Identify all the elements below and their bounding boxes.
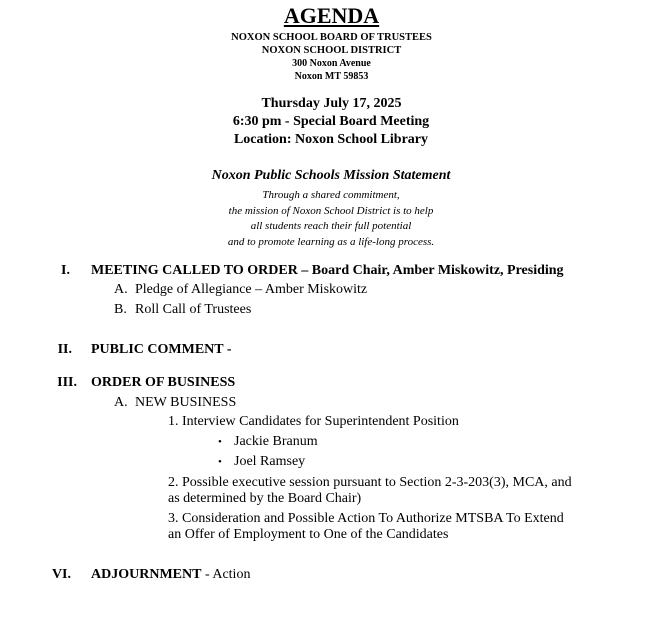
mission-line: all students reach their full potential xyxy=(250,220,412,232)
meeting-date: Thursday July 17, 2025 xyxy=(261,96,402,111)
candidate-name: Jackie Branum xyxy=(234,434,318,449)
section-numeral: VI. xyxy=(51,567,71,582)
agenda-item-letter: B. xyxy=(114,302,127,317)
agenda-item: NEW BUSINESS xyxy=(135,395,237,410)
agenda-title: AGENDA xyxy=(283,3,380,28)
agenda-item-letter: A. xyxy=(114,395,128,410)
street-address: 300 Noxon Avenue xyxy=(292,58,371,69)
agenda-item: Pledge of Allegiance – Amber Miskowitz xyxy=(135,282,368,297)
section-heading: PUBLIC COMMENT - xyxy=(91,342,232,357)
agenda-item-letter: A. xyxy=(114,282,128,297)
meeting-time: 6:30 pm - Special Board Meeting xyxy=(232,114,430,129)
mission-line: the mission of Noxon School District is to help xyxy=(228,204,434,217)
bullet-icon: • xyxy=(218,456,222,468)
sub-item: 3. Consideration and Possible Action To Authorize MTSBA To Extend xyxy=(168,511,564,526)
section-numeral: I. xyxy=(61,263,70,278)
section-heading: ADJOURNMENT xyxy=(91,567,202,582)
section-heading: MEETING CALLED TO ORDER – Board Chair, Amber Miskowitz, Presiding xyxy=(91,263,564,278)
sub-item-continued: as determined by the Board Chair) xyxy=(168,491,362,506)
section-heading-line xyxy=(91,566,250,584)
section-numeral: III. xyxy=(57,375,77,390)
meeting-location: Location: Noxon School Library xyxy=(233,132,429,147)
section-numeral: II. xyxy=(57,342,72,357)
district-name: NOXON SCHOOL DISTRICT xyxy=(261,45,402,56)
bullet-icon: • xyxy=(218,436,222,448)
sub-item: 1. Interview Candidates for Superintendent Position xyxy=(168,414,459,429)
mission-line: Through a shared commitment, xyxy=(262,189,400,201)
city-state-zip: Noxon MT 59853 xyxy=(294,71,369,82)
section-heading: ORDER OF BUSINESS xyxy=(91,375,236,390)
board-name: NOXON SCHOOL BOARD OF TRUSTEES xyxy=(231,32,432,43)
candidate-name: Joel Ramsey xyxy=(234,454,306,469)
mission-line: and to promote learning as a life-long process. xyxy=(227,235,435,248)
sub-item-continued: an Offer of Employment to One of the Candidates xyxy=(168,527,449,542)
sub-item: 2. Possible executive session pursuant to Section 2-3-203(3), MCA, and xyxy=(168,475,572,490)
agenda-item: Roll Call of Trustees xyxy=(135,302,252,317)
section-heading-suffix: - Action xyxy=(201,567,251,582)
mission-title: Noxon Public Schools Mission Statement xyxy=(211,168,451,183)
